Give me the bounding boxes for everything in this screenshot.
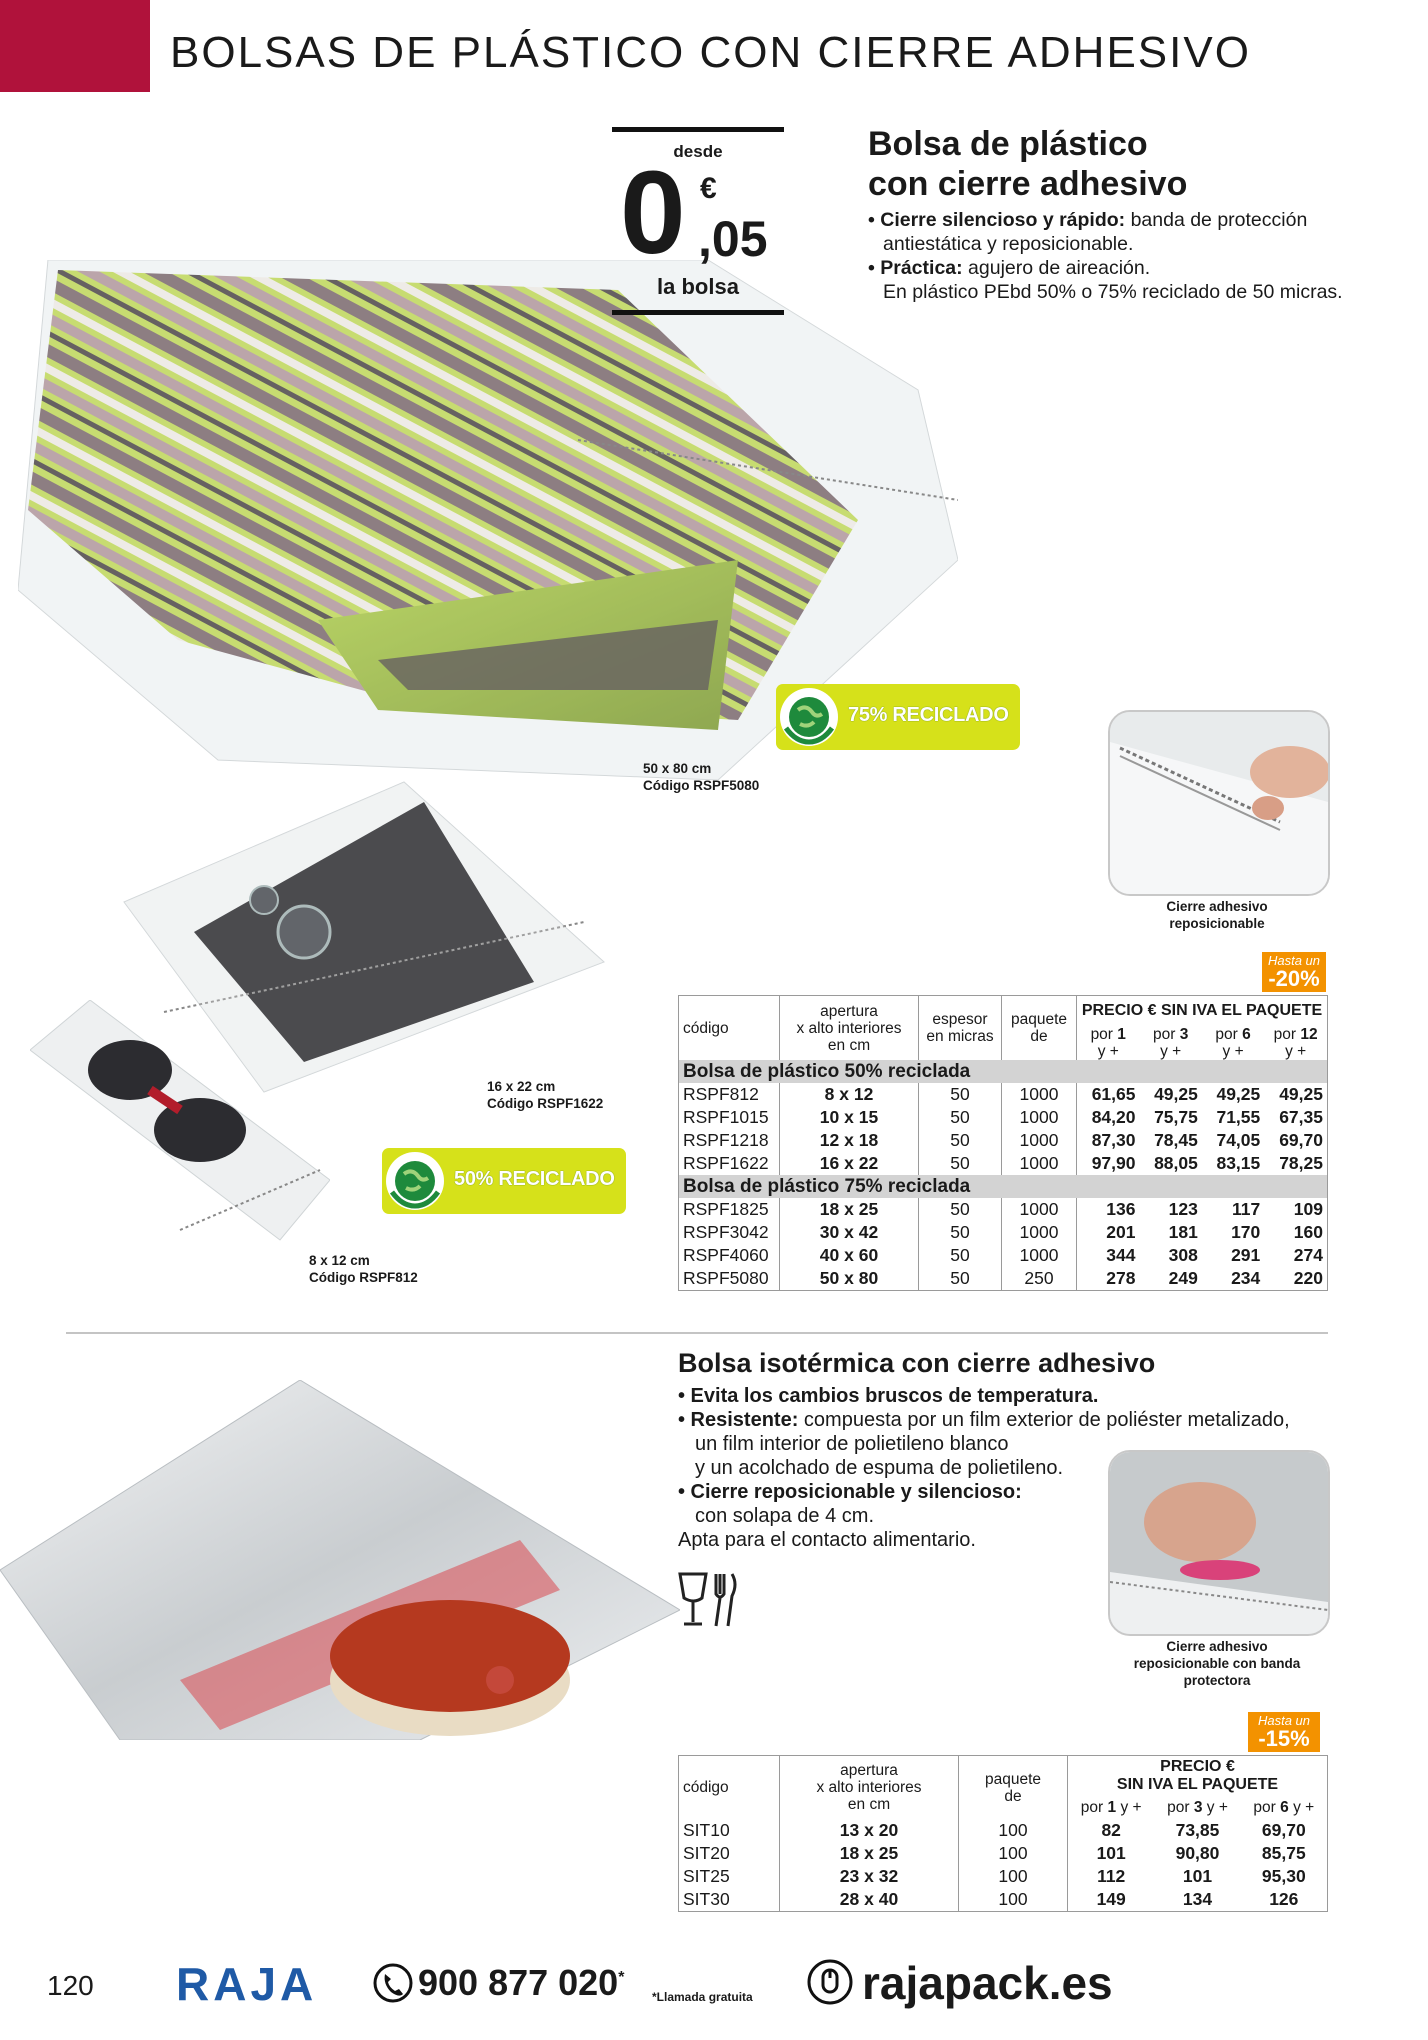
bullet-line: y un acolchado de espuma de polietileno. bbox=[695, 1457, 1064, 1479]
product1-bullets bbox=[868, 208, 1408, 304]
cell-price: 84,20 bbox=[1077, 1106, 1140, 1129]
cell-price: 73,85 bbox=[1175, 1820, 1220, 1840]
table-header-row bbox=[679, 996, 1328, 1027]
small-bag-photo bbox=[30, 1000, 330, 1250]
phone-number[interactable]: 900 877 020* bbox=[418, 1962, 625, 2003]
cell-size: 10 x 15 bbox=[780, 1106, 919, 1129]
insulated-bag-photo bbox=[0, 1380, 680, 1740]
caption-size: 50 x 80 cm bbox=[643, 761, 712, 776]
bullet-line: con solapa de 4 cm. bbox=[695, 1505, 874, 1527]
table-row bbox=[679, 1842, 1328, 1865]
price-unit: la bolsa bbox=[657, 274, 739, 299]
bullet-line: Apta para el contacto alimentario. bbox=[678, 1529, 976, 1551]
caption-code: Código RSPF5080 bbox=[643, 778, 760, 793]
cell-pack: 1000 bbox=[1002, 1198, 1077, 1221]
header-color-block bbox=[0, 0, 150, 92]
cell-price: 249 bbox=[1168, 1268, 1198, 1288]
col-header-precio: PRECIO € SIN IVA EL PAQUETE bbox=[1077, 996, 1328, 1027]
section-divider bbox=[66, 1332, 1328, 1334]
cell-price: 61,65 bbox=[1077, 1083, 1140, 1106]
bullet-line: • Cierre reposicionable y silencioso: bbox=[678, 1481, 1022, 1503]
price-prefix: desde bbox=[673, 142, 723, 161]
caption-line: protectora bbox=[1183, 1673, 1251, 1688]
cell-price: 78,45 bbox=[1154, 1130, 1198, 1150]
cell-price: 220 bbox=[1293, 1268, 1323, 1288]
cell-price: 75,75 bbox=[1154, 1107, 1198, 1127]
cell-price: 234 bbox=[1231, 1268, 1261, 1288]
caption-small-bag bbox=[309, 1252, 418, 1286]
discount-value: -15% bbox=[1258, 1726, 1310, 1751]
cell-size: 16 x 22 bbox=[780, 1152, 919, 1175]
cell-pack: 100 bbox=[959, 1819, 1068, 1842]
phone-icon bbox=[372, 1962, 414, 2004]
discount-value: -20% bbox=[1268, 966, 1320, 991]
tier-header: por 6 y + bbox=[1253, 1799, 1315, 1816]
product1-title-line1: Bolsa de plástico bbox=[868, 125, 1148, 163]
cell-thickness: 50 bbox=[919, 1106, 1002, 1129]
cell-price: 85,75 bbox=[1261, 1843, 1306, 1863]
col-header-apertura: apertura x alto interiores en cm bbox=[780, 1756, 959, 1820]
col-header-codigo: código bbox=[683, 1779, 729, 1796]
recycled-75-badge bbox=[776, 684, 1020, 750]
cell-thickness: 50 bbox=[919, 1267, 1002, 1291]
cell-price: 87,30 bbox=[1077, 1129, 1140, 1152]
cell-thickness: 50 bbox=[919, 1221, 1002, 1244]
cell-code: RSPF5080 bbox=[683, 1268, 769, 1288]
group-row bbox=[679, 1175, 1328, 1198]
table-header-row bbox=[679, 1756, 1328, 1797]
brand-logo: RAJA bbox=[176, 1958, 318, 2010]
caption-closure2 bbox=[1092, 1638, 1342, 1689]
cell-thickness: 50 bbox=[919, 1198, 1002, 1221]
group-row bbox=[679, 1060, 1328, 1083]
cell-code: RSPF4060 bbox=[683, 1245, 769, 1265]
cell-price: 82 bbox=[1068, 1819, 1155, 1842]
bullet-line: • Resistente: compuesta por un film exterior de poliéster metalizado, bbox=[678, 1409, 1290, 1431]
price-table-insulated bbox=[678, 1755, 1328, 1912]
bullet-line: • Evita los cambios bruscos de temperatura. bbox=[678, 1385, 1099, 1407]
cell-code: SIT25 bbox=[683, 1866, 730, 1886]
caption-code: Código RSPF1622 bbox=[487, 1096, 604, 1111]
price-badge bbox=[612, 127, 784, 315]
col-header-paquete: paquete de bbox=[959, 1756, 1068, 1820]
caption-line: Cierre adhesivo bbox=[1166, 899, 1268, 914]
table-row bbox=[679, 1106, 1328, 1129]
cell-pack: 1000 bbox=[1002, 1244, 1077, 1267]
caption-line: reposicionable con banda bbox=[1133, 1656, 1301, 1671]
cell-pack: 1000 bbox=[1002, 1083, 1077, 1106]
cell-pack: 1000 bbox=[1002, 1129, 1077, 1152]
col-header-apertura: apertura x alto interiores en cm bbox=[780, 996, 919, 1061]
price-decimals: ,05 bbox=[698, 211, 768, 267]
phone-note: *Llamada gratuita bbox=[652, 1990, 753, 2004]
cell-thickness: 50 bbox=[919, 1152, 1002, 1175]
tier-header: por 6 y + bbox=[1215, 1026, 1251, 1060]
product1-title-line2: con cierre adhesivo bbox=[868, 165, 1188, 203]
product2-title: Bolsa isotérmica con cierre adhesivo bbox=[678, 1348, 1156, 1378]
table-row bbox=[679, 1129, 1328, 1152]
bullet-line: un film interior de polietileno blanco bbox=[695, 1433, 1009, 1455]
table-row bbox=[679, 1819, 1328, 1842]
cell-price: 74,05 bbox=[1216, 1130, 1261, 1150]
cell-price: 308 bbox=[1168, 1245, 1198, 1265]
product1-title bbox=[868, 124, 1408, 204]
col-header-precio: PRECIO € SIN IVA EL PAQUETE bbox=[1068, 1756, 1328, 1797]
cell-size: 18 x 25 bbox=[780, 1198, 919, 1221]
cell-size: 50 x 80 bbox=[780, 1267, 919, 1291]
cell-size: 13 x 20 bbox=[780, 1819, 959, 1842]
discount-badge-15 bbox=[1248, 1712, 1320, 1752]
cell-size: 40 x 60 bbox=[780, 1244, 919, 1267]
cell-pack: 100 bbox=[959, 1865, 1068, 1888]
table-row bbox=[679, 1198, 1328, 1221]
caption-line: reposicionable bbox=[1169, 916, 1265, 931]
cell-price: 90,80 bbox=[1175, 1843, 1220, 1863]
cell-thickness: 50 bbox=[919, 1244, 1002, 1267]
closure-detail-photo-2 bbox=[1108, 1450, 1330, 1636]
cell-price: 95,30 bbox=[1261, 1866, 1306, 1886]
col-header-espesor: espesor en micras bbox=[919, 996, 1002, 1061]
page-number: 120 bbox=[47, 1970, 94, 2001]
cell-price: 71,55 bbox=[1216, 1107, 1261, 1127]
tier-header: por 1 y + bbox=[1077, 1026, 1140, 1060]
cell-price: 112 bbox=[1068, 1865, 1155, 1888]
cell-price: 123 bbox=[1168, 1199, 1198, 1219]
cell-pack: 1000 bbox=[1002, 1221, 1077, 1244]
cell-price: 126 bbox=[1269, 1889, 1299, 1909]
cell-price: 160 bbox=[1293, 1222, 1323, 1242]
cell-price: 181 bbox=[1168, 1222, 1198, 1242]
cell-price: 97,90 bbox=[1077, 1152, 1140, 1175]
website-link[interactable]: rajapack.es bbox=[862, 1957, 1113, 2009]
recycled-50-label: 50% RECICLADO bbox=[454, 1168, 615, 1190]
cell-price: 278 bbox=[1077, 1267, 1140, 1291]
cell-price: 83,15 bbox=[1216, 1153, 1261, 1173]
cell-price: 149 bbox=[1068, 1888, 1155, 1912]
cell-price: 117 bbox=[1232, 1199, 1261, 1219]
recycle-globe-icon bbox=[780, 688, 838, 746]
caption-code: Código RSPF812 bbox=[309, 1270, 418, 1285]
cell-price: 67,35 bbox=[1279, 1107, 1323, 1127]
table-row bbox=[679, 1244, 1328, 1267]
cell-price: 170 bbox=[1231, 1222, 1261, 1242]
product1-description bbox=[868, 124, 1408, 304]
cell-price: 69,70 bbox=[1261, 1820, 1306, 1840]
cell-price: 49,25 bbox=[1216, 1084, 1261, 1104]
col-header-codigo: código bbox=[683, 1019, 729, 1037]
cell-price: 109 bbox=[1293, 1199, 1323, 1219]
cell-price: 88,05 bbox=[1154, 1153, 1198, 1173]
cell-code: RSPF3042 bbox=[683, 1222, 769, 1242]
tier-header: por 1 y + bbox=[1068, 1796, 1155, 1819]
price-integer: 0 bbox=[620, 147, 682, 279]
cell-thickness: 50 bbox=[919, 1083, 1002, 1106]
food-safe-icon bbox=[676, 1570, 738, 1630]
cell-code: RSPF1825 bbox=[683, 1199, 769, 1219]
caption-size: 16 x 22 cm bbox=[487, 1079, 556, 1094]
cell-price: 49,25 bbox=[1279, 1084, 1323, 1104]
cell-pack: 1000 bbox=[1002, 1106, 1077, 1129]
group-label: Bolsa de plástico 75% reciclada bbox=[679, 1175, 1328, 1198]
tier-header: por 3 y + bbox=[1167, 1799, 1228, 1816]
cell-code: SIT20 bbox=[683, 1843, 730, 1863]
caption-large-bag bbox=[643, 760, 759, 794]
group-label: Bolsa de plástico 50% reciclada bbox=[679, 1060, 1328, 1083]
cell-price: 136 bbox=[1077, 1198, 1140, 1221]
discount-badge-20 bbox=[1262, 952, 1326, 992]
table2-body bbox=[679, 1819, 1328, 1912]
recycle-globe-icon bbox=[386, 1152, 444, 1210]
cell-code: SIT30 bbox=[683, 1889, 730, 1909]
bullet-line: En plástico PEbd 50% o 75% reciclado de 50 micras. bbox=[883, 281, 1343, 303]
price-currency: € bbox=[700, 172, 717, 205]
cell-size: 23 x 32 bbox=[780, 1865, 959, 1888]
tier-header: por 12 y + bbox=[1273, 1026, 1318, 1060]
caption-line: Cierre adhesivo bbox=[1166, 1639, 1268, 1654]
bullet-line: antiestática y reposicionable. bbox=[883, 233, 1134, 255]
caption-medium-bag bbox=[487, 1078, 603, 1112]
cell-price: 134 bbox=[1182, 1889, 1213, 1909]
cell-code: SIT10 bbox=[683, 1820, 730, 1840]
table-row bbox=[679, 1888, 1328, 1912]
discount-label: Hasta un bbox=[1257, 1713, 1311, 1728]
caption-size: 8 x 12 cm bbox=[309, 1253, 370, 1268]
cell-pack: 1000 bbox=[1002, 1152, 1077, 1175]
cell-code: RSPF1015 bbox=[683, 1107, 769, 1127]
cell-thickness: 50 bbox=[919, 1129, 1002, 1152]
cell-price: 274 bbox=[1293, 1245, 1323, 1265]
table-row bbox=[679, 1865, 1328, 1888]
table1-body bbox=[679, 1060, 1328, 1291]
recycled-75-label: 75% RECICLADO bbox=[848, 704, 1009, 726]
cell-price: 291 bbox=[1231, 1245, 1261, 1265]
page-title: BOLSAS DE PLÁSTICO CON CIERRE ADHESIVO bbox=[170, 28, 1251, 77]
cell-price: 344 bbox=[1077, 1244, 1140, 1267]
cell-pack: 100 bbox=[959, 1888, 1068, 1912]
cell-price: 49,25 bbox=[1154, 1084, 1198, 1104]
col-header-paquete: paquete de bbox=[1002, 996, 1077, 1061]
cell-code: RSPF1218 bbox=[683, 1130, 769, 1150]
cell-pack: 100 bbox=[959, 1842, 1068, 1865]
cell-size: 18 x 25 bbox=[780, 1842, 959, 1865]
table-row bbox=[679, 1083, 1328, 1106]
cell-price: 101 bbox=[1068, 1842, 1155, 1865]
mouse-icon bbox=[806, 1958, 854, 2006]
recycled-50-badge bbox=[382, 1148, 626, 1214]
caption-closure1 bbox=[1108, 898, 1326, 932]
cell-price: 69,70 bbox=[1279, 1130, 1323, 1150]
closure-detail-photo bbox=[1108, 710, 1330, 896]
cell-price: 201 bbox=[1077, 1221, 1140, 1244]
cell-size: 8 x 12 bbox=[780, 1083, 919, 1106]
table-row bbox=[679, 1267, 1328, 1291]
cell-size: 12 x 18 bbox=[780, 1129, 919, 1152]
discount-label: Hasta un bbox=[1267, 953, 1321, 968]
price-table-plastic bbox=[678, 995, 1328, 1291]
cell-code: RSPF812 bbox=[683, 1084, 759, 1104]
cell-size: 30 x 42 bbox=[780, 1221, 919, 1244]
table-row bbox=[679, 1221, 1328, 1244]
cell-price: 101 bbox=[1182, 1866, 1213, 1886]
bullet-line: • Práctica: agujero de aireación. bbox=[868, 257, 1151, 279]
cell-pack: 250 bbox=[1002, 1267, 1077, 1291]
cell-code: RSPF1622 bbox=[683, 1153, 769, 1173]
tier-header: por 3 y + bbox=[1153, 1026, 1189, 1060]
table-row bbox=[679, 1152, 1328, 1175]
cell-price: 78,25 bbox=[1279, 1153, 1323, 1173]
bullet-line: • Cierre silencioso y rápido: banda de protección bbox=[868, 209, 1308, 231]
cell-size: 28 x 40 bbox=[780, 1888, 959, 1912]
